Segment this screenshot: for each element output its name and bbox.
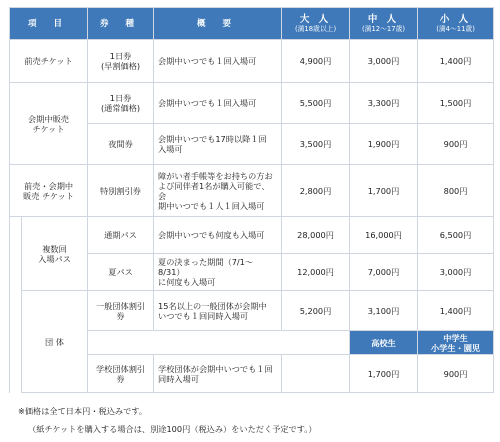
sub-header-high-school: 高校生 (350, 331, 418, 355)
price-child: 1,400円 (418, 291, 494, 331)
price-middle: 3,300円 (350, 83, 418, 124)
ticket-type-cell: 夜間券 (88, 124, 154, 165)
category-group: 団 体 (22, 291, 88, 393)
table-row-season-pass (10, 217, 494, 254)
price-middle: 7,000円 (350, 254, 418, 291)
sub-header-junior-high: 中学生 小学生・園児 (418, 331, 494, 355)
description-cell: 会期中いつでも何度も入場可 (154, 217, 282, 254)
ticket-type-cell: 1日券 (早割価格) (88, 40, 154, 83)
price-adult: 5,500円 (282, 83, 350, 124)
table-header-row (10, 8, 494, 40)
description-cell: 会期中いつでも１回入場可 (154, 83, 282, 124)
price-adult: 3,500円 (282, 124, 350, 165)
price-child: 800円 (418, 165, 494, 217)
price-middle: 3,000円 (350, 40, 418, 83)
school-header-blank (88, 331, 282, 355)
price-child: 1,500円 (418, 83, 494, 124)
ticket-type-cell: 通期パス (88, 217, 154, 254)
note-paper-ticket: （紙チケットを購入する場合は、別途100円（税込み）をいただく予定です。） (28, 424, 317, 434)
ticket-type-cell: 学校団体割引券 (88, 355, 154, 393)
category-both: 前売・会期中 販売 チケット (10, 165, 88, 217)
category-advance: 前売チケット (10, 40, 88, 83)
price-adult: 12,000円 (282, 254, 350, 291)
category-multi-pass: 複数回 入場パス (22, 217, 88, 291)
description-cell: 会期中いつでも１回入場可 (154, 40, 282, 83)
header-adult: 大 人 (満18歳以上) (282, 8, 350, 40)
ticket-price-table (9, 7, 494, 393)
indent-spacer (10, 217, 22, 393)
price-adult: 2,800円 (282, 165, 350, 217)
school-header-blank-adult (282, 331, 350, 355)
category-onsite: 会期中販売 チケット (10, 83, 88, 165)
price-junior-high: 900円 (418, 355, 494, 393)
description-cell: 会期中いつでも17時以降１回 入場可 (154, 124, 282, 165)
description-cell: 夏の決まった期間（7/1～8/31） に何度も入場可 (154, 254, 282, 291)
price-middle: 1,700円 (350, 165, 418, 217)
price-middle: 16,000円 (350, 217, 418, 254)
price-adult: 4,900円 (282, 40, 350, 83)
header-ticket-type: 券 種 (88, 8, 154, 40)
table-row-onsite-day (10, 83, 494, 124)
description-cell: 学校団体が会期中いつでも１回 同時入場可 (154, 355, 282, 393)
table-row-advance (10, 40, 494, 83)
price-child: 900円 (418, 124, 494, 165)
table-row-general-group (10, 291, 494, 331)
price-adult-empty (282, 355, 350, 393)
price-middle: 1,900円 (350, 124, 418, 165)
price-child: 6,500円 (418, 217, 494, 254)
ticket-type-cell: 1日券 (通常価格) (88, 83, 154, 124)
price-adult: 28,000円 (282, 217, 350, 254)
price-middle: 3,100円 (350, 291, 418, 331)
header-middle: 中 人 (満12～17歳) (350, 8, 418, 40)
description-cell: 15名以上の一般団体が会期中 いつでも１回同時入場可 (154, 291, 282, 331)
header-item: 項 目 (10, 8, 88, 40)
ticket-type-cell: 特別割引券 (88, 165, 154, 217)
price-adult: 5,200円 (282, 291, 350, 331)
description-cell: 障がい者手帳等をお持ちの方お よび同伴者1名が購入可能で、会 期中いつでも１人１回入場可 (154, 165, 282, 217)
header-child: 小 人 (満4～11歳) (418, 8, 494, 40)
note-price-tax: ※価格は全て日本円・税込みです。 (18, 406, 148, 416)
ticket-type-cell: 一般団体割引券 (88, 291, 154, 331)
price-high-school: 1,700円 (350, 355, 418, 393)
header-outline: 概 要 (154, 8, 282, 40)
price-child: 1,400円 (418, 40, 494, 83)
ticket-type-cell: 夏パス (88, 254, 154, 291)
table-row-special (10, 165, 494, 217)
price-child: 3,000円 (418, 254, 494, 291)
